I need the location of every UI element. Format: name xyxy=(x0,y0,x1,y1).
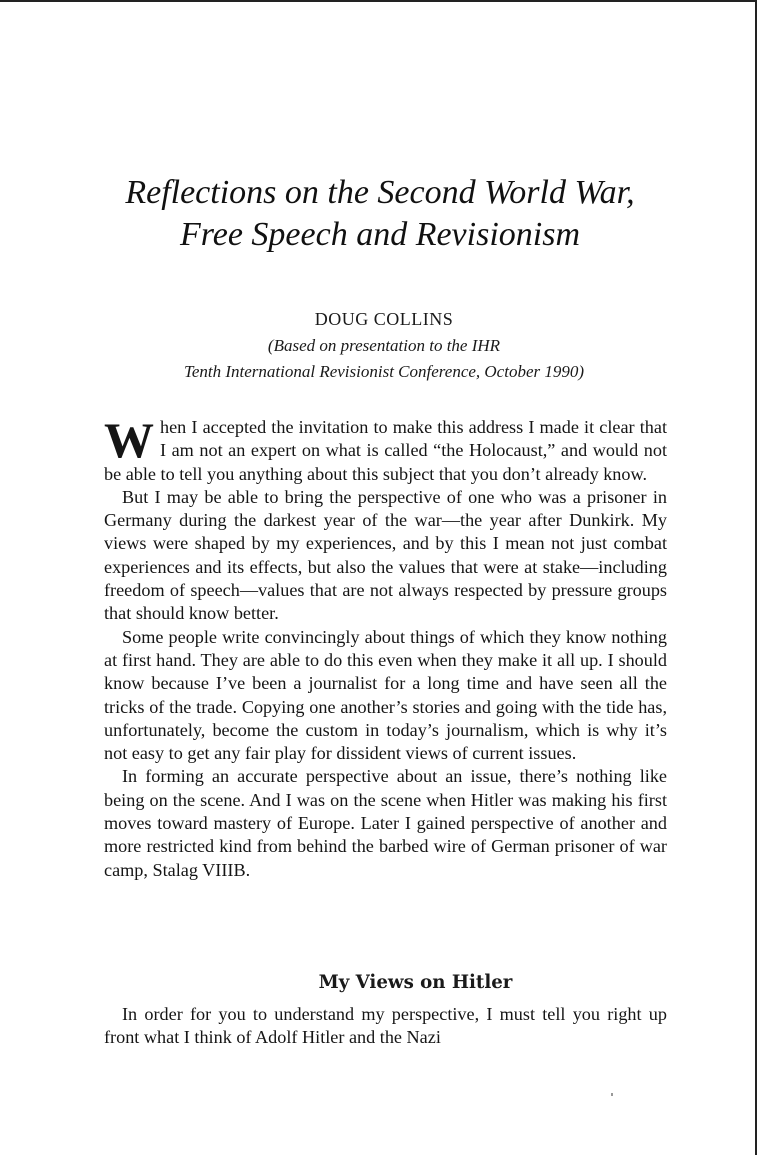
section-heading: My Views on Hitler xyxy=(318,972,513,993)
title-line-1: Reflections on the Second World War, xyxy=(125,174,635,211)
paragraph-1-text: hen I accepted the invitation to make this address I made it clear that I am not an expert on what is called “the Holocaust,” and would not be able to tell you anything about this subject that you don’t already know. xyxy=(104,417,667,484)
article-title xyxy=(60,172,700,256)
article-body xyxy=(104,412,667,882)
paragraph-5: In order for you to understand my perspective, I must tell you right up front what I think of Adolf Hitler and the Nazi xyxy=(104,1004,667,1048)
presentation-note-line-1: (Based on presentation to the IHR xyxy=(267,336,501,355)
title-line-2: Free Speech and Revisionism xyxy=(180,216,580,253)
drop-cap: W xyxy=(104,412,154,468)
paragraph-4: In forming an accurate perspective about an issue, there’s nothing like being on the scene. And I was on the scene when Hitler was making his first moves toward mastery of Europe. Later I gained perspective of another and more restricted kind from behind the barbed wire of German prisoner of war camp, Stalag VIIIB. xyxy=(104,766,667,880)
paragraph-2: But I may be able to bring the perspective of one who was a prisoner in Germany during the darkest year of the war—the year after Dunkirk. My views were shaped by my experiences, and by this I mean not just combat experiences and its effects, but also the values that were at stake—including freedom of speech—values that are not always respected by pressure groups that should know better. xyxy=(104,486,667,624)
paragraph-3: Some people write convincingly about things of which they know nothing at first hand. They are able to do this even when they make it all up. I should know because I’ve been a journalist for a long time and have seen all the tricks of the trade. Copying one another’s stories and going with the tide has, unfortunately, become the custom in today’s journalism, which is why it’s not easy to get any fair play for dissident views of current issues. xyxy=(104,626,667,764)
closing-paragraph-container xyxy=(104,1003,667,1050)
paragraph-1 xyxy=(104,412,667,486)
page-border-right xyxy=(755,0,757,1155)
page-border-top xyxy=(0,0,756,2)
presentation-note-line-2: Tenth International Revisionist Conference, October 1990) xyxy=(183,362,585,381)
author-name: DOUG COLLINS xyxy=(314,309,454,329)
scan-speck xyxy=(611,1093,613,1096)
